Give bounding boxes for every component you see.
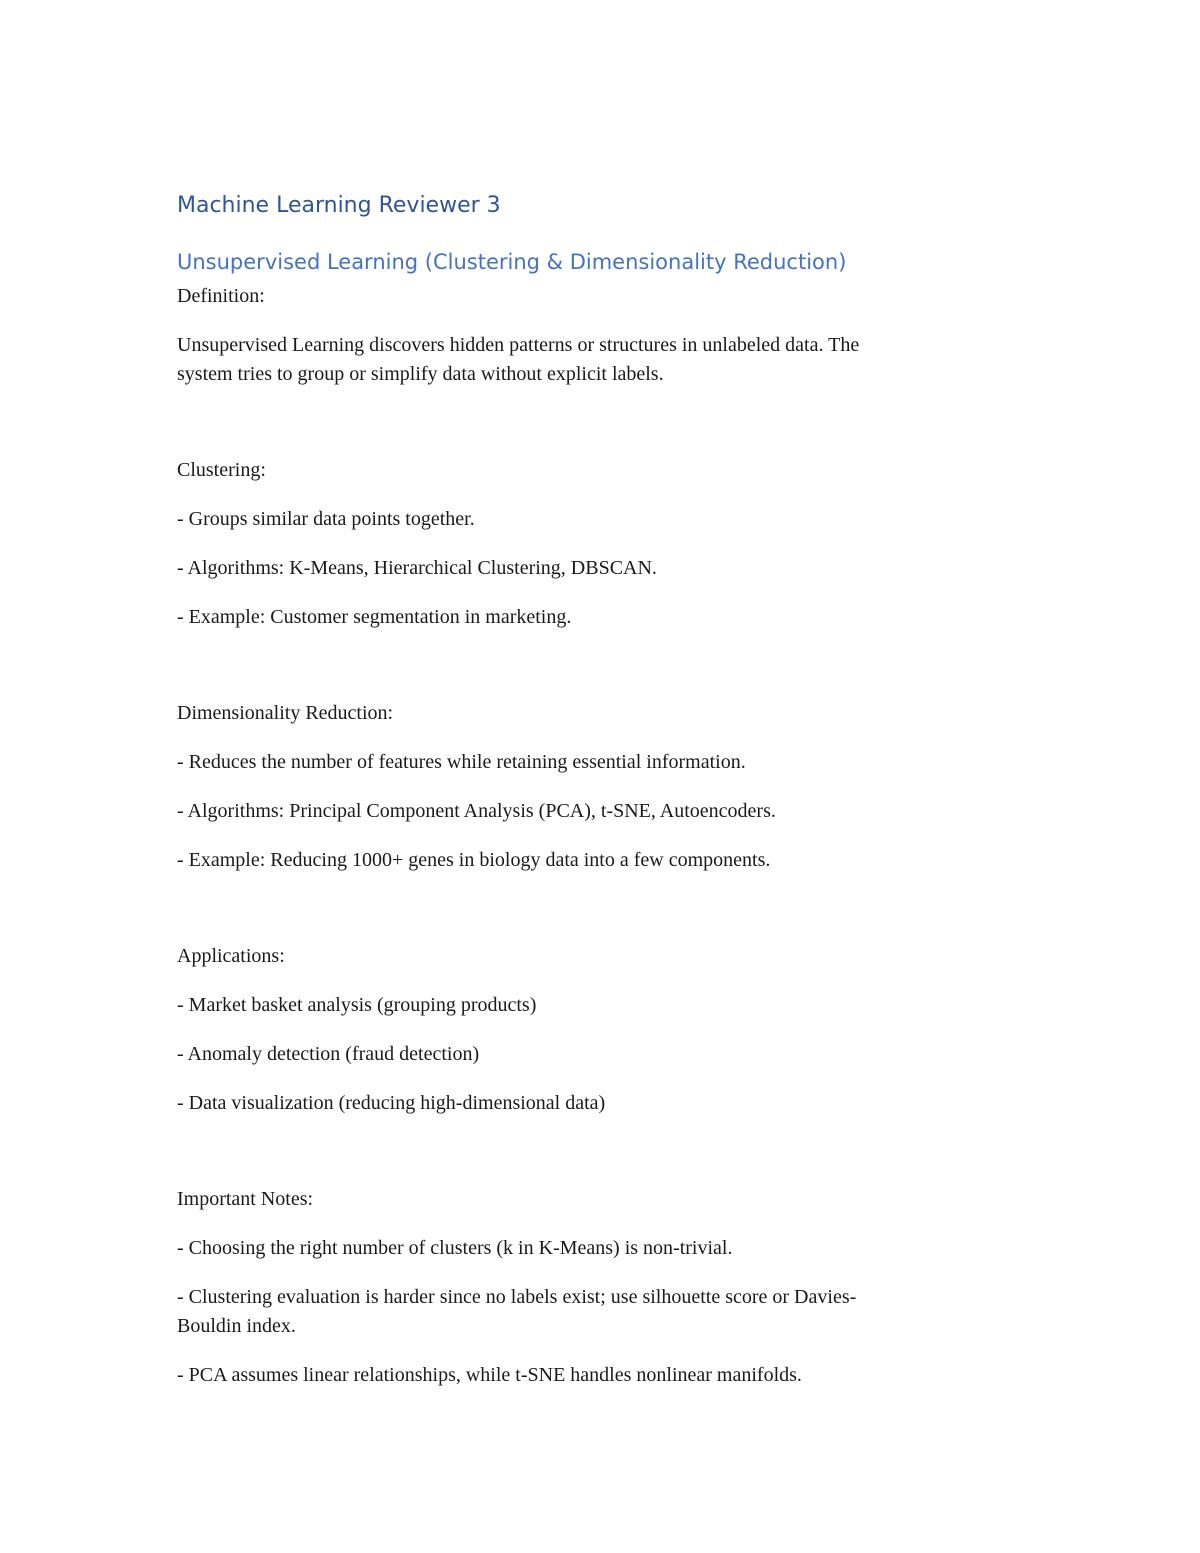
clustering-item: - Example: Customer segmentation in marketing. — [177, 606, 572, 628]
definition-text-line-2: system tries to group or simplify data without explicit labels. — [177, 363, 664, 385]
dimensionality-reduction-heading: Dimensionality Reduction: — [177, 702, 394, 724]
dimensionality-reduction-item: - Reduces the number of features while retaining essential information. — [177, 751, 746, 773]
section-subtitle: Unsupervised Learning (Clustering & Dimensionality Reduction) — [177, 250, 847, 274]
applications-heading: Applications: — [177, 945, 285, 967]
definition-label: Definition: — [177, 285, 265, 307]
important-notes-item: - Clustering evaluation is harder since no labels exist; use silhouette score or Davies- — [177, 1286, 857, 1308]
important-notes-item: - Choosing the right number of clusters (k in K-Means) is non-trivial. — [177, 1237, 733, 1259]
document-title: Machine Learning Reviewer 3 — [177, 193, 501, 218]
applications-item: - Market basket analysis (grouping products) — [177, 994, 537, 1016]
applications-item: - Data visualization (reducing high-dimensional data) — [177, 1092, 606, 1114]
clustering-item: - Groups similar data points together. — [177, 508, 475, 530]
clustering-item: - Algorithms: K-Means, Hierarchical Clustering, DBSCAN. — [177, 557, 657, 579]
dimensionality-reduction-item: - Example: Reducing 1000+ genes in biology data into a few components. — [177, 849, 771, 871]
important-notes-heading: Important Notes: — [177, 1188, 314, 1210]
important-notes-item-continuation: Bouldin index. — [177, 1315, 296, 1337]
definition-text-line-1: Unsupervised Learning discovers hidden patterns or structures in unlabeled data. The — [177, 334, 860, 356]
applications-item: - Anomaly detection (fraud detection) — [177, 1043, 480, 1065]
important-notes-item: - PCA assumes linear relationships, while t-SNE handles nonlinear manifolds. — [177, 1364, 802, 1386]
dimensionality-reduction-item: - Algorithms: Principal Component Analysis (PCA), t-SNE, Autoencoders. — [177, 800, 776, 822]
clustering-heading: Clustering: — [177, 459, 266, 481]
